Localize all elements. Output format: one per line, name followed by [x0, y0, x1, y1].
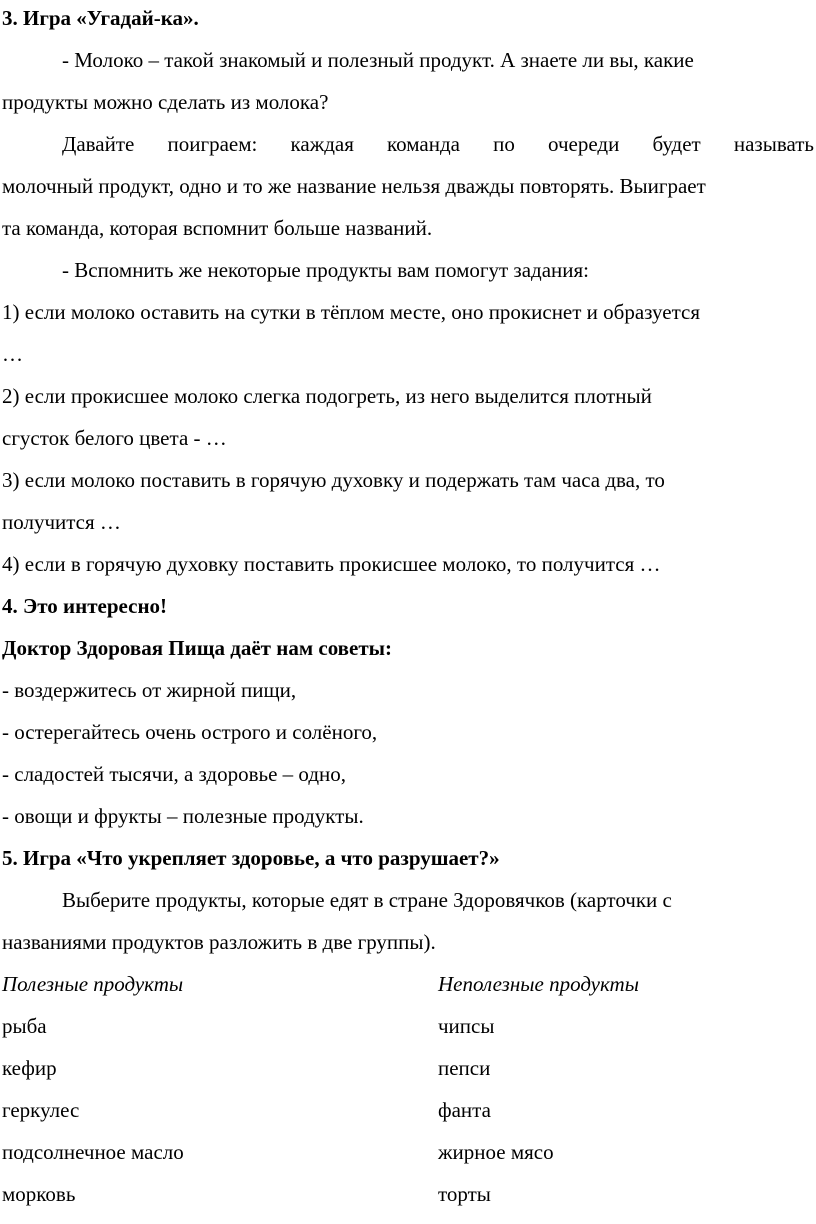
- paragraph-line: Давайте поиграем: каждая команда по очереди будет называть: [62, 132, 814, 156]
- task-item-1: 1) если молоко оставить на сутки в тёплом месте, оно прокиснет и образуется: [2, 300, 700, 324]
- harmful-product-item: пепси: [438, 1056, 491, 1080]
- tip-item: - овощи и фрукты – полезные продукты.: [2, 804, 364, 828]
- useful-product-item: геркулес: [2, 1098, 80, 1122]
- harmful-product-item: торты: [438, 1182, 491, 1206]
- useful-product-item: подсолнечное масло: [2, 1140, 184, 1164]
- section-3-heading: 3. Игра «Угадай-ка».: [2, 6, 199, 30]
- tip-item: - остерегайтесь очень острого и солёного,: [2, 720, 378, 744]
- useful-product-item: кефир: [2, 1056, 57, 1080]
- tip-item: - сладостей тысячи, а здоровье – одно,: [2, 762, 346, 786]
- useful-products-header: Полезные продукты: [2, 972, 184, 996]
- section-4-subheading: Доктор Здоровая Пища даёт нам советы:: [2, 636, 393, 660]
- task-item-4: 4) если в горячую духовку поставить прокисшее молоко, то получится …: [2, 552, 661, 576]
- harmful-product-item: фанта: [438, 1098, 491, 1122]
- paragraph-line: молочный продукт, одно и то же название нельзя дважды повторять. Выиграет: [2, 174, 706, 198]
- paragraph-line: Выберите продукты, которые едят в стране Здоровячков (карточки с: [62, 888, 672, 912]
- task-item-2-cont: сгусток белого цвета - …: [2, 426, 227, 450]
- section-5-heading: 5. Игра «Что укрепляет здоровье, а что разрушает?»: [2, 846, 500, 870]
- harmful-product-item: жирное мясо: [438, 1140, 554, 1164]
- useful-product-item: морковь: [2, 1182, 76, 1206]
- paragraph-line: продукты можно сделать из молока?: [2, 90, 329, 114]
- task-item-3-cont: получится …: [2, 510, 121, 534]
- task-item-3: 3) если молоко поставить в горячую духовку и подержать там часа два, то: [2, 468, 665, 492]
- harmful-product-item: чипсы: [438, 1014, 495, 1038]
- paragraph-line: названиями продуктов разложить в две группы).: [2, 930, 436, 954]
- section-4-heading: 4. Это интересно!: [2, 594, 168, 618]
- paragraph-line: - Молоко – такой знакомый и полезный продукт. А знаете ли вы, какие: [62, 48, 694, 72]
- task-item-1-cont: …: [2, 342, 23, 366]
- paragraph-line: - Вспомнить же некоторые продукты вам помогут задания:: [62, 258, 590, 282]
- useful-product-item: рыба: [2, 1014, 47, 1038]
- paragraph-line: та команда, которая вспомнит больше названий.: [2, 216, 433, 240]
- harmful-products-header: Неполезные продукты: [438, 972, 639, 996]
- task-item-2: 2) если прокисшее молоко слегка подогреть, из него выделится плотный: [2, 384, 652, 408]
- tip-item: - воздержитесь от жирной пищи,: [2, 678, 297, 702]
